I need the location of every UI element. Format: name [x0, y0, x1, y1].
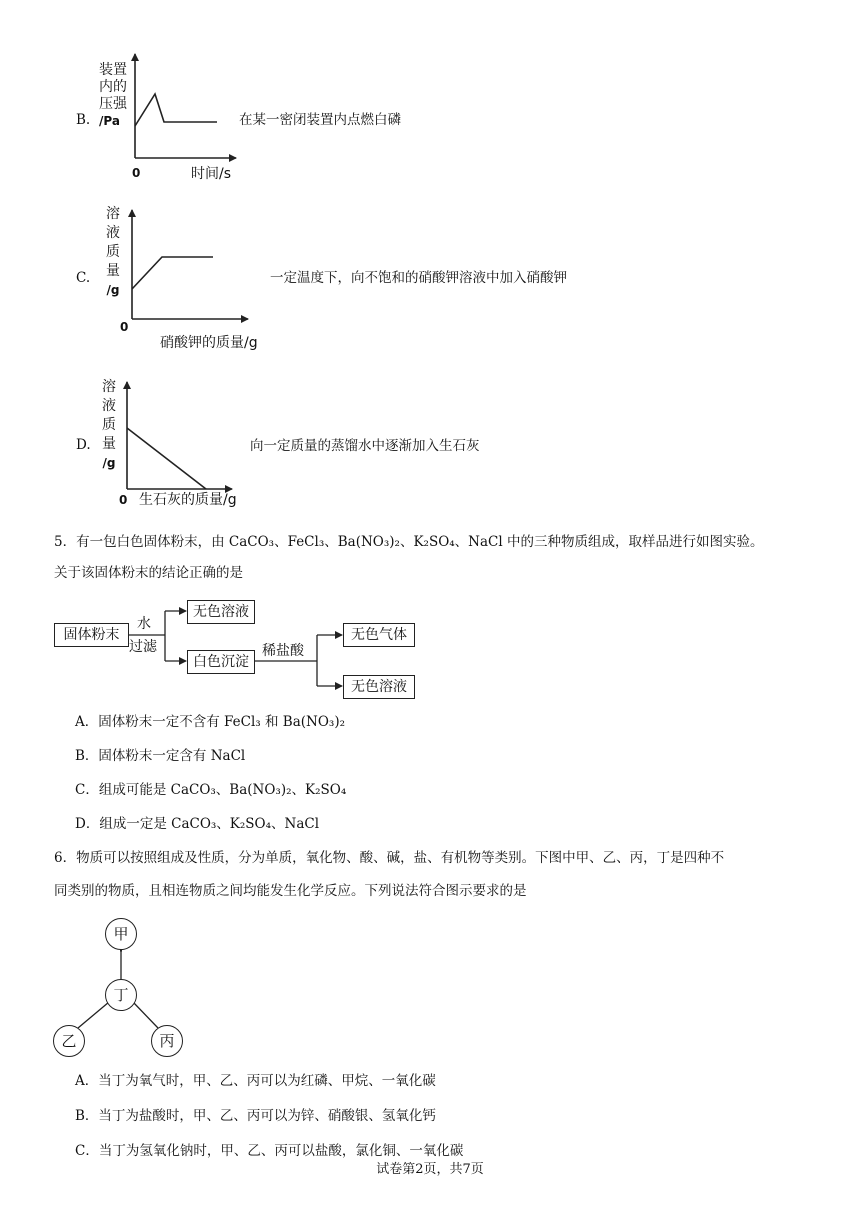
node-ding: 丁 — [105, 979, 137, 1011]
y-label-line: /g — [102, 456, 116, 470]
graph-d-origin: 0 — [119, 493, 128, 507]
graph-b-origin: 0 — [132, 166, 141, 180]
option-c-label: C. — [76, 270, 91, 286]
graph-d-y-axis-label — [102, 378, 116, 473]
q5-option-d: D．组成一定是 CaCO₃、K₂SO₄、NaCl — [75, 816, 320, 832]
graph-c-x-axis-label: 硝酸钾的质量/g — [160, 335, 258, 351]
y-label-line: 质 — [106, 244, 120, 260]
option-b-label: B. — [76, 112, 91, 128]
graph-c-origin: 0 — [120, 320, 129, 334]
y-label-line: /g — [106, 283, 120, 297]
graph-b-x-axis-label: 时间/s — [191, 166, 232, 182]
y-label-line: 液 — [106, 225, 120, 241]
flow-box-colorless-solution-2: 无色溶液 — [343, 675, 415, 699]
graph-d-x-axis-label: 生石灰的质量/g — [139, 492, 237, 508]
graph-c-curve — [132, 257, 213, 289]
q6-stem-line2: 同类别的物质，且相连物质之间均能发生化学反应。下列说法符合图示要求的是 — [54, 883, 527, 899]
flow-step2: 稀盐酸 — [262, 643, 304, 659]
graph-c-caption: 一定温度下，向不饱和的硝酸钾溶液中加入硝酸钾 — [270, 270, 567, 286]
q6-option-c: C．当丁为氢氧化钠时，甲、乙、丙可以盐酸，氯化铜、一氧化碳 — [75, 1143, 464, 1159]
q6-stem-line1: 6．物质可以按照组成及性质，分为单质，氧化物、酸、碱，盐、有机物等类别。下图中甲、乙、丙，丁是四种不 — [54, 850, 725, 866]
y-label-line: 质 — [102, 417, 116, 433]
y-label-line: 溶 — [106, 206, 120, 222]
node-jia: 甲 — [105, 918, 137, 950]
y-label-line: 压强 — [99, 96, 127, 112]
q5-stem-line1: 5．有一包白色固体粉末，由 CaCO₃、FeCl₃、Ba(NO₃)₂、K₂SO₄、NaCl 中的三种物质组成，取样品进行如图实验。 — [54, 534, 764, 550]
graph-b-caption: 在某一密闭装置内点燃白磷 — [239, 112, 401, 128]
flow-box-white-precipitate: 白色沉淀 — [187, 650, 255, 674]
page-footer: 试卷第2页，共7页 — [376, 1162, 484, 1177]
q5-option-c: C．组成可能是 CaCO₃、Ba(NO₃)₂、K₂SO₄ — [75, 782, 347, 798]
q5-stem-line2: 关于该固体粉末的结论正确的是 — [54, 565, 243, 581]
option-d-label: D. — [76, 437, 91, 453]
y-label-line: 内的 — [99, 79, 127, 95]
y-label-line: 装置 — [99, 62, 127, 78]
q6-option-a: A．当丁为氧气时，甲、乙、丙可以为红磷、甲烷、一氧化碳 — [75, 1073, 436, 1089]
node-yi: 乙 — [53, 1025, 85, 1057]
flow-box-start: 固体粉末 — [54, 623, 129, 647]
flow-step1-top: 水 — [137, 616, 151, 632]
graph-b-curve — [135, 94, 217, 126]
flow-box-colorless-gas: 无色气体 — [343, 623, 415, 647]
y-label-line: 量 — [106, 263, 120, 279]
graph-b-y-axis-label — [99, 62, 127, 130]
flow-step1-bottom: 过滤 — [129, 639, 157, 655]
graph-d-curve — [127, 428, 206, 489]
y-label-line: 量 — [102, 436, 116, 452]
flow-box-colorless-solution: 无色溶液 — [187, 600, 255, 624]
edge-ding-yi — [78, 1002, 109, 1028]
y-label-line: /Pa — [99, 114, 120, 128]
q5-option-b: B．固体粉末一定含有 NaCl — [75, 748, 246, 764]
edge-ding-bing — [133, 1002, 158, 1028]
y-label-line: 溶 — [102, 379, 116, 395]
y-label-line: 液 — [102, 398, 116, 414]
q5-option-a: A．固体粉末一定不含有 FeCl₃ 和 Ba(NO₃)₂ — [75, 714, 346, 730]
q6-option-b: B．当丁为盐酸时，甲、乙、丙可以为锌、硝酸银、氢氧化钙 — [75, 1108, 436, 1124]
node-bing: 丙 — [151, 1025, 183, 1057]
graph-d-caption: 向一定质量的蒸馏水中逐渐加入生石灰 — [250, 438, 480, 454]
graph-c-y-axis-label — [106, 205, 120, 300]
